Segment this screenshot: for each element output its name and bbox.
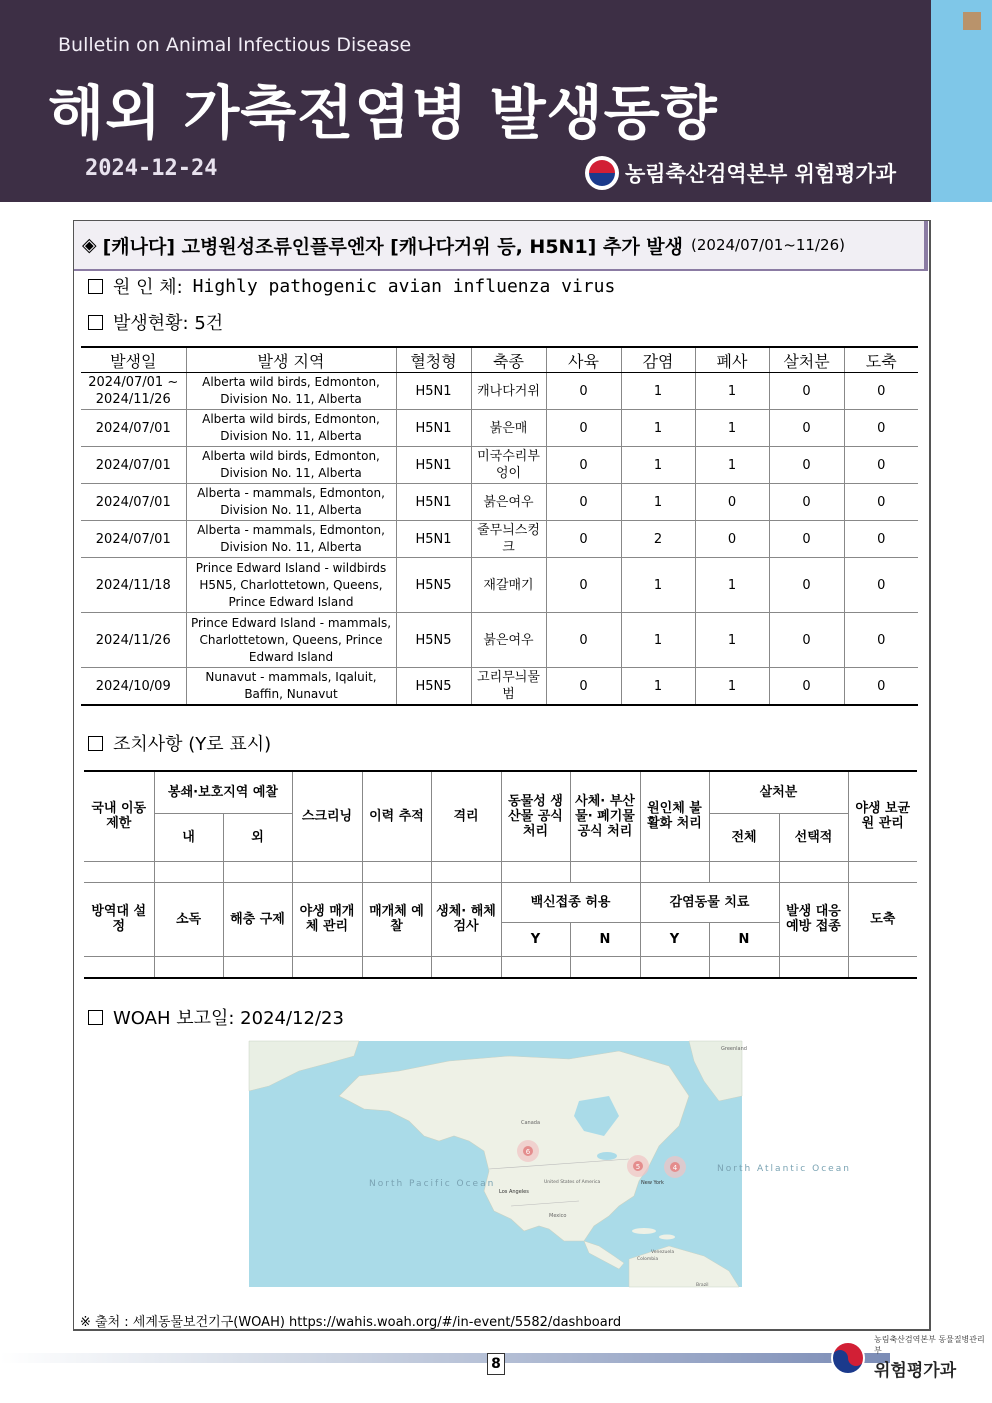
measure-wildlife-reservoir: 야생 보균원 관리	[848, 771, 917, 861]
pathogen-line	[88, 273, 615, 299]
col-header-serotype: 혈청형	[396, 347, 471, 373]
cell-region: Alberta - mammals, Edmonton, Division No. 11, Alberta	[186, 521, 396, 558]
cell-serotype: H5N5	[396, 668, 471, 706]
label-usa: United States of America	[544, 1180, 601, 1185]
footer-emblem-icon	[828, 1338, 868, 1378]
cluster-east-count: 5	[635, 1163, 641, 1171]
cluster-alberta-count: 6	[525, 1148, 531, 1156]
publish-date: 2024-12-24	[85, 156, 218, 181]
cell-serotype: H5N1	[396, 521, 471, 558]
checkbox-square-icon	[88, 736, 103, 751]
cell-culled: 0	[769, 558, 844, 613]
footer-dept-name: 위험평가과	[874, 1361, 957, 1381]
measure-quarantine: 격리	[431, 771, 501, 861]
checkbox-square-icon	[88, 1010, 103, 1025]
label-brazil: Brazil	[696, 1283, 709, 1288]
cell-infected: 1	[621, 484, 695, 521]
cell-dead: 1	[695, 410, 769, 447]
cell-serotype: H5N1	[396, 447, 471, 484]
cell-serotype: H5N5	[396, 613, 471, 668]
cell-date: 2024/07/01	[81, 521, 186, 558]
measure-cull-all: 전체	[709, 813, 779, 861]
col-header-dead: 폐사	[695, 347, 769, 373]
col-header-raised: 사육	[546, 347, 621, 373]
label-los-angeles: Los Angeles	[499, 1189, 529, 1195]
measure-screening: 스크리닝	[292, 771, 362, 861]
label-north-pacific: North Pacific Ocean	[369, 1179, 496, 1189]
cell-culled: 0	[769, 668, 844, 706]
col-header-date: 발생일	[81, 347, 186, 373]
cell-species: 붉은여우	[471, 613, 546, 668]
measure-zone: 봉쇄·보호지역 예찰	[154, 771, 292, 813]
label-canada: Canada	[521, 1120, 541, 1126]
label-greenland: Greenland	[721, 1046, 747, 1052]
cell-infected: 1	[621, 373, 695, 410]
cell-species: 캐나다거위	[471, 373, 546, 410]
cell-species: 미국수리부엉이	[471, 447, 546, 484]
treatment-n: N	[709, 922, 779, 956]
footer-org-name: 농림축산검역본부 동물질병관리부	[874, 1335, 985, 1355]
cell-dead: 1	[695, 668, 769, 706]
cell-species: 붉은여우	[471, 484, 546, 521]
measure-zoning: 방역대 설정	[84, 882, 154, 956]
pathogen-label: 원 인 체:	[113, 277, 183, 298]
cell-region: Prince Edward Island - wildbirds H5N5, Charlottetown, Queens, Prince Edward Island	[186, 558, 396, 613]
cell-serotype: H5N1	[396, 373, 471, 410]
cell-culled: 0	[769, 447, 844, 484]
table-row	[81, 484, 918, 521]
cell-raised: 0	[546, 447, 621, 484]
measure-vector-surv: 매개체 예찰	[362, 882, 431, 956]
pathogen-value: Highly pathogenic avian influenza virus	[192, 275, 616, 297]
measure-zone-out: 외	[223, 813, 292, 861]
cell-culled: 0	[769, 521, 844, 558]
table-row	[81, 373, 918, 410]
cell-date: 2024/07/01	[81, 410, 186, 447]
measure-slaughter: 도축	[848, 882, 917, 956]
cell-raised: 0	[546, 410, 621, 447]
cell-infected: 1	[621, 613, 695, 668]
label-north-atlantic: North Atlantic Ocean	[717, 1164, 851, 1174]
checkbox-square-icon	[88, 315, 103, 330]
measure-test: 생체· 해체 검사	[431, 882, 501, 956]
checkbox-square-icon	[88, 279, 103, 294]
col-header-region: 발생 지역	[186, 347, 396, 373]
cell-slaughtered: 0	[844, 668, 918, 706]
cluster-pei-count: 4	[672, 1164, 678, 1172]
measures-table	[84, 770, 917, 979]
cell-species: 붉은매	[471, 410, 546, 447]
diamond-icon: ◈	[82, 234, 97, 256]
cell-infected: 1	[621, 668, 695, 706]
measure-prevent-vax: 발생 대응 예방 접종	[779, 882, 848, 956]
cell-dead: 0	[695, 484, 769, 521]
col-header-culled: 살처분	[769, 347, 844, 373]
cell-serotype: H5N5	[396, 558, 471, 613]
side-accent-strip	[931, 0, 992, 202]
cell-region: Prince Edward Island - mammals, Charlottetown, Queens, Prince Edward Island	[186, 613, 396, 668]
measure-culling: 살처분	[709, 771, 848, 813]
cell-dead: 1	[695, 373, 769, 410]
measure-zone-in: 내	[154, 813, 223, 861]
footer-logo	[828, 1334, 992, 1381]
measures-line	[88, 730, 271, 756]
measure-cull-selective: 선택적	[779, 813, 848, 861]
measure-products: 동물성 생산물 공식 처리	[501, 771, 570, 861]
cell-raised: 0	[546, 558, 621, 613]
measure-treatment: 감염동물 치료	[640, 882, 779, 922]
cell-infected: 1	[621, 558, 695, 613]
cell-region: Alberta wild birds, Edmonton, Division No. 11, Alberta	[186, 447, 396, 484]
cell-dead: 1	[695, 613, 769, 668]
measure-wild-vector: 야생 매개체 관리	[292, 882, 362, 956]
outbreak-table	[81, 346, 918, 706]
cell-dead: 1	[695, 447, 769, 484]
footer-bar	[0, 1353, 890, 1363]
cell-infected: 1	[621, 410, 695, 447]
cell-slaughtered: 0	[844, 447, 918, 484]
cell-infected: 2	[621, 521, 695, 558]
cell-slaughtered: 0	[844, 521, 918, 558]
cell-slaughtered: 0	[844, 558, 918, 613]
outbreak-map	[249, 1041, 851, 1288]
table-row	[81, 410, 918, 447]
agency-label	[585, 156, 896, 190]
vaccine-y: Y	[501, 922, 570, 956]
cell-region: Alberta wild birds, Edmonton, Division No. 11, Alberta	[186, 373, 396, 410]
col-header-species: 축종	[471, 347, 546, 373]
label-new-york: New York	[641, 1180, 664, 1186]
cell-species: 재갈매기	[471, 558, 546, 613]
measure-trace: 이력 추적	[362, 771, 431, 861]
measure-disinfect: 소독	[154, 882, 223, 956]
table-row	[81, 521, 918, 558]
cell-infected: 1	[621, 447, 695, 484]
cell-raised: 0	[546, 521, 621, 558]
page-number: 8	[487, 1353, 505, 1375]
cell-culled: 0	[769, 410, 844, 447]
label-venezuela: Venezuela	[651, 1250, 675, 1255]
col-header-slaughtered: 도축	[844, 347, 918, 373]
cell-date: 2024/07/01	[81, 484, 186, 521]
cell-culled: 0	[769, 373, 844, 410]
outbreak-status: 발생현황: 5건	[113, 313, 224, 334]
cell-raised: 0	[546, 613, 621, 668]
cell-dead: 0	[695, 521, 769, 558]
measure-vaccine: 백신접종 허용	[501, 882, 640, 922]
cell-raised: 0	[546, 484, 621, 521]
cell-slaughtered: 0	[844, 484, 918, 521]
woah-report-date: WOAH 보고일: 2024/12/23	[113, 1008, 344, 1029]
taegeuk-emblem-icon	[585, 156, 619, 190]
label-colombia: Colombia	[637, 1257, 659, 1262]
cell-raised: 0	[546, 373, 621, 410]
measure-carcass: 사체· 부산물· 폐기물 공식 처리	[570, 771, 640, 861]
measure-inactivation: 원인체 불활화 처리	[640, 771, 709, 861]
cell-date: 2024/07/01	[81, 447, 186, 484]
measure-pest: 해충 구제	[223, 882, 292, 956]
cell-slaughtered: 0	[844, 613, 918, 668]
treatment-y: Y	[640, 922, 709, 956]
outbreak-status-line	[88, 309, 223, 335]
cell-slaughtered: 0	[844, 410, 918, 447]
cell-region: Alberta - mammals, Edmonton, Division No. 11, Alberta	[186, 484, 396, 521]
label-mexico: Mexico	[549, 1213, 567, 1219]
vaccine-n: N	[570, 922, 640, 956]
cell-raised: 0	[546, 668, 621, 706]
cell-species: 줄무늬스컹크	[471, 521, 546, 558]
cell-slaughtered: 0	[844, 373, 918, 410]
table-row	[81, 558, 918, 613]
measures-title: 조치사항 (Y로 표시)	[113, 734, 272, 755]
measure-movement: 국내 이동 제한	[84, 771, 154, 861]
cell-species: 고리무늬물범	[471, 668, 546, 706]
agency-name: 농림축산검역본부 위험평가과	[625, 162, 897, 186]
cell-culled: 0	[769, 484, 844, 521]
cell-date: 2024/11/26	[81, 613, 186, 668]
source-note: ※ 출처 : 세계동물보건기구(WOAH) https://wahis.woah.org/#/in-event/5582/dashboard	[80, 1315, 622, 1330]
cell-region: Alberta wild birds, Edmonton, Division No. 11, Alberta	[186, 410, 396, 447]
cell-serotype: H5N1	[396, 410, 471, 447]
cell-date: 2024/07/01 ~ 2024/11/26	[81, 373, 186, 410]
cell-culled: 0	[769, 613, 844, 668]
page-title: 해외 가축전염병 발생동향	[48, 79, 718, 147]
bulletin-subtitle: Bulletin on Animal Infectious Disease	[58, 34, 412, 56]
table-row	[81, 668, 918, 706]
cell-region: Nunavut - mammals, Iqaluit, Baffin, Nunavut	[186, 668, 396, 706]
cell-date: 2024/11/18	[81, 558, 186, 613]
map-svg	[249, 1041, 851, 1288]
cell-serotype: H5N1	[396, 484, 471, 521]
col-header-infected: 감염	[621, 347, 695, 373]
side-accent-square	[963, 12, 981, 30]
section-period: (2024/07/01~11/26)	[691, 236, 845, 254]
table-row	[81, 447, 918, 484]
section-title-box	[74, 221, 928, 271]
section-title: [캐나다] 고병원성조류인플루엔자 [캐나다거위 등, H5N1] 추가 발생	[102, 235, 684, 258]
cell-dead: 1	[695, 558, 769, 613]
cell-date: 2024/10/09	[81, 668, 186, 706]
table-row	[81, 613, 918, 668]
woah-report-line	[88, 1004, 344, 1030]
